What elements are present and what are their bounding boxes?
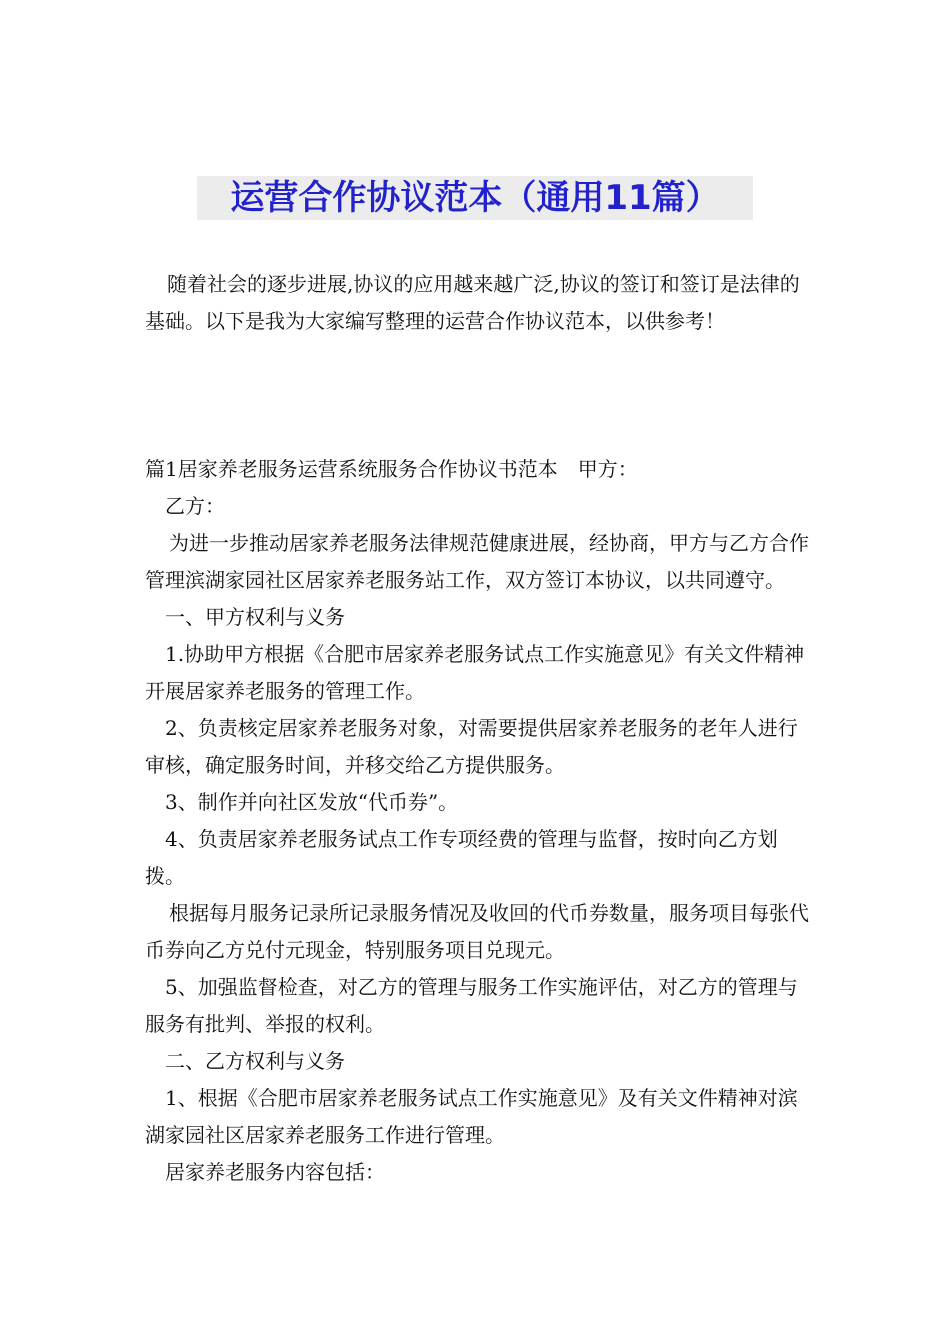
list-item-4: 4、负责居家养老服务试点工作专项经费的管理与监督，按时向乙方划拨。 xyxy=(145,827,778,888)
party-b-line: 乙方： xyxy=(165,494,225,518)
list-item-2: 2、负责核定居家养老服务对象，对需要提供居家养老服务的老年人进行审核，确定服务时间，并移交给乙方提供服务。 xyxy=(145,716,798,777)
list-item-1: 1.协助甲方根据《合肥市居家养老服务试点工作实施意见》有关文件精神开展居家养老服务的管理工作。 xyxy=(145,642,805,703)
payment-paragraph: 根据每月服务记录所记录服务情况及收回的代币券数量，服务项目每张代币券向乙方兑付元现金，特别服务项目兑现元。 xyxy=(145,901,809,962)
title-highlight xyxy=(197,176,753,220)
list-item-3: 3、制作并向社区发放“代币券”。 xyxy=(165,790,459,814)
purpose-paragraph: 为进一步推动居家养老服务法律规范健康进展，经协商，甲方与乙方合作管理滨湖家园社区居家养老服务站工作，双方签订本协议，以共同遵守。 xyxy=(145,531,809,592)
intro-section xyxy=(145,266,813,340)
section-two-heading: 二、乙方权利与义务 xyxy=(165,1049,345,1073)
list-item-6: 1、根据《合肥市居家养老服务试点工作实施意见》及有关文件精神对滨湖家园社区居家养老服务工作进行管理。 xyxy=(145,1086,798,1147)
intro-paragraph: 随着社会的逐步进展,协议的应用越来越广泛,协议的签订和签订是法律的基础。以下是我为大家编写整理的运营合作协议范本，以供参考！ xyxy=(145,272,800,333)
document-title: 运营合作协议范本（通用11篇） xyxy=(230,178,720,218)
agreement-body xyxy=(145,451,813,1191)
service-content-line: 居家养老服务内容包括： xyxy=(165,1160,385,1184)
section-heading-paragraph: 篇1居家养老服务运营系统服务合作协议书范本 甲方： xyxy=(145,457,638,481)
section-one-heading: 一、甲方权利与义务 xyxy=(165,605,345,629)
list-item-5: 5、加强监督检查，对乙方的管理与服务工作实施评估，对乙方的管理与服务有批判、举报的权利。 xyxy=(145,975,798,1036)
